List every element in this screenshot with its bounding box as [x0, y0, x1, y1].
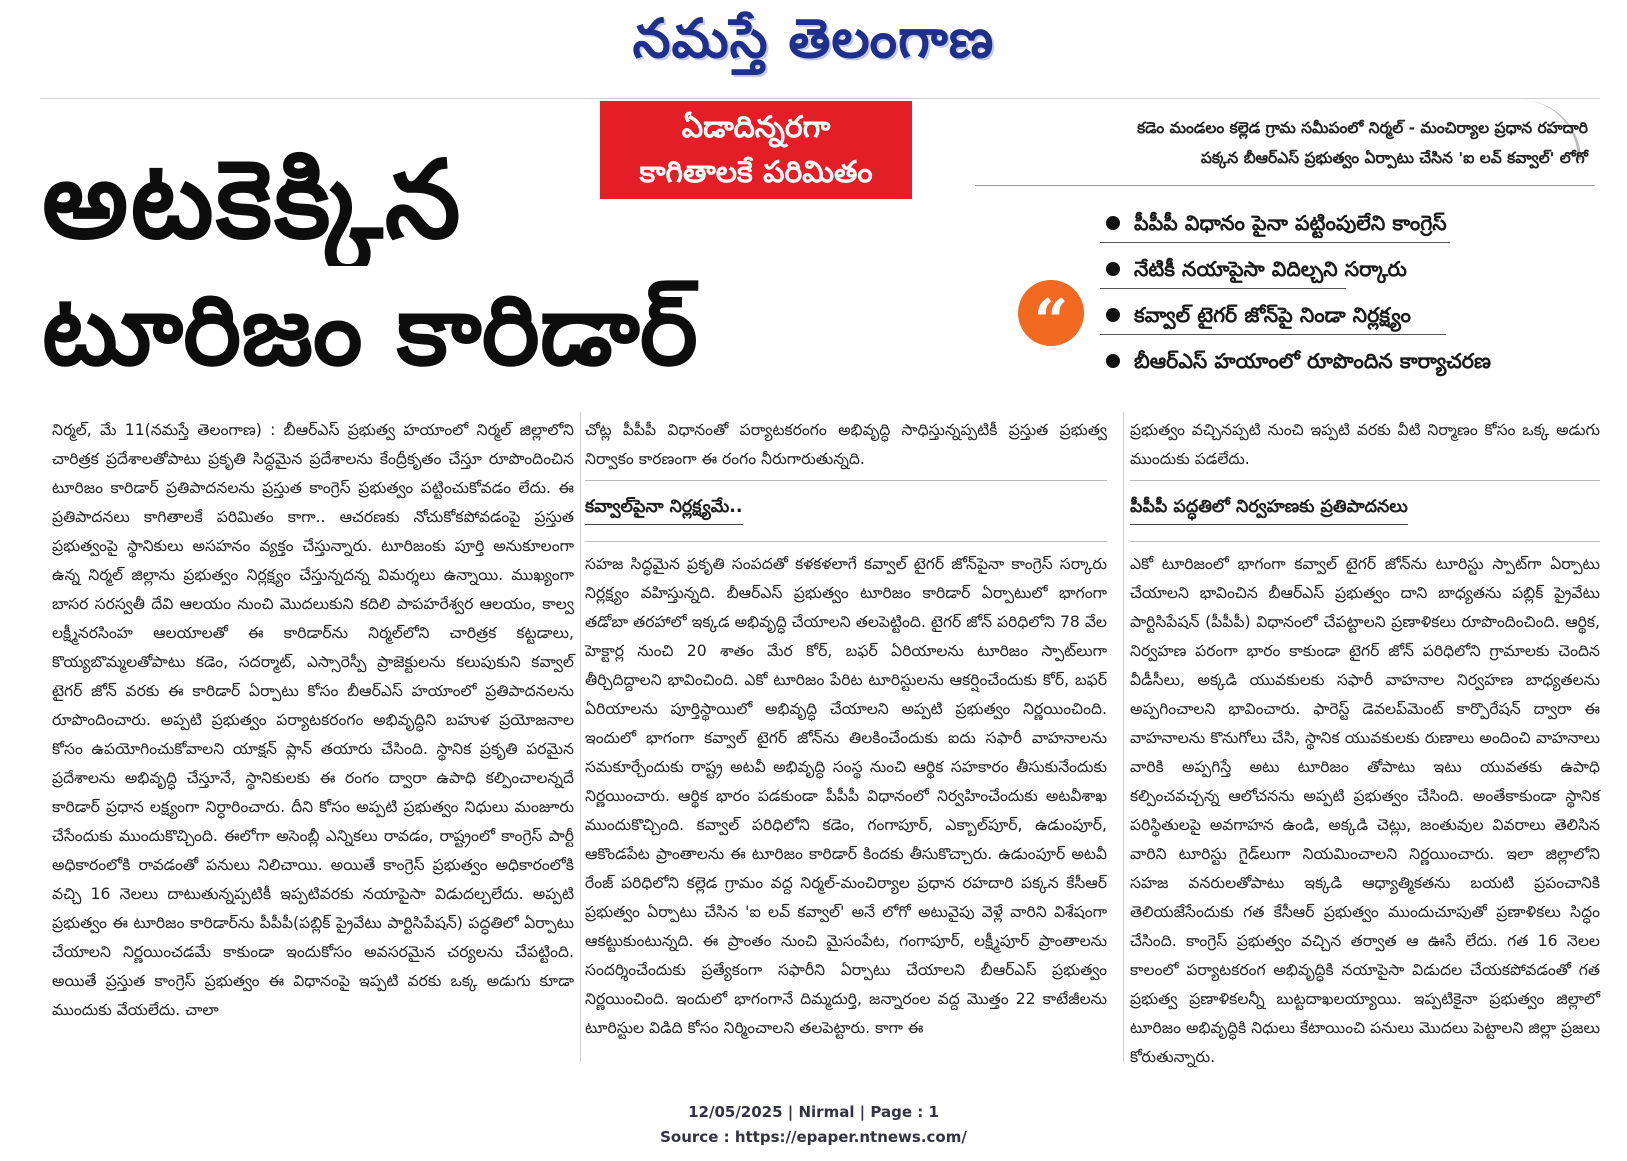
- top-divider: [40, 98, 1600, 99]
- article-column-1: [52, 416, 574, 1025]
- bullet-dot-icon: [1106, 216, 1120, 230]
- article-column-3: [1130, 416, 1600, 1072]
- bullet-dot-icon: [1106, 354, 1120, 368]
- quote-icon: “: [1018, 280, 1084, 346]
- caption-divider: [975, 185, 1595, 186]
- column-3-subheading: పీపీపీ పద్ధతిలో నిర్వహణకు ప్రతిపాదనలు: [1130, 493, 1408, 525]
- highlight-text: నేటికీ నయాపైసా విదిల్చని సర్కారు: [1134, 257, 1407, 281]
- bullet-dot-icon: [1106, 262, 1120, 276]
- subhead-divider: [1130, 480, 1600, 481]
- column-3-intro: ప్రభుత్వం వచ్చినప్పటి నుంచి ఇప్పటి వరకు వీటి నిర్మాణం కోసం ఒక్క అడుగు ముందుకు పడలేదు.: [1130, 421, 1600, 468]
- highlights-list: [1100, 200, 1605, 384]
- highlight-underline: [1100, 242, 1450, 244]
- photo-caption-line-1: కడెం మండలం కల్లెడ గ్రామ సమీపంలో నిర్మల్ - మంచిర్యాల ప్రధాన రహదారి: [1137, 119, 1588, 137]
- column-1-text: నిర్మల్, మే 11(నమస్తే తెలంగాణ) : బీఆర్ఎస్ ప్రభుత్వ హయాంలో నిర్మల్ జిల్లాలోని చారిత్రక ప్రదేశాలతోపాటు ప్రకృతి సిద్ధమైన ప్రదేశాలను కేంద్రీకృతం చేస్తూ రూపొందించిన టూరిజం కారిడార్ ప్రతిపాదనలను ప్రస్తుత కాంగ్రెస్ ప్రభుత్వం పట్టించుకోవడం లేదు. ఈ ప్రతిపాదనలు కాగితాలకే పరిమితం కాగా.. ఆచరణకు నోచుకోకపోవడంపై ప్రస్తుత ప్రభుత్వంపై స్థానికులు అసహనం వ్యక్తం చేస్తున్నారు. టూరిజంకు పూర్తి అనుకూలంగా ఉన్న నిర్మల్ జిల్లాను ప్రభుత్వం నిర్లక్ష్యం చేస్తున్నదన్న విమర్శలు ఉన్నాయి. ముఖ్యంగా బాసర సరస్వతీ దేవి ఆలయం నుంచి మొదలుకుని కదిలి పాపహరేశ్వర ఆలయం, కాల్వ లక్ష్మీనరసింహ ఆలయాలతో ఈ కారిడార్‌ను నిర్మల్‌లోని చారిత్రక కట్టడాలు, కొయ్యబొమ్మలతోపాటు కడెం, సదర్మాట్, ఎస్సారెస్పీ ప్రాజెక్టులను కలుపుకుని కవ్వాల్ టైగర్ జోన్ వరకు ఈ కారిడార్ ఏర్పాటు కోసం బీఆర్ఎస్ హయాంలో ప్రతిపాదనలను రూపొందించారు. అప్పటి ప్రభుత్వం పర్యాటకరంగం అభివృద్ధిని బహుళ ప్రయోజనాల కోసం ఉపయోగించుకోవాలని యాక్షన్ ప్లాన్ తయారు చేసింది. స్థానిక ప్రకృతి పరమైన ప్రదేశాలను అభివృద్ధి చేస్తూనే, స్థానికులకు ఈ రంగం ద్వారా ఉపాధి కల్పించాలన్నదే కారిడార్ ప్రధాన లక్ష్యంగా నిర్ధారించారు. దీని కోసం అప్పటి ప్రభుత్వం నిధులు మంజూరు చేసేందుకు ముందుకొచ్చింది. ఈలోగా అసెంబ్లీ ఎన్నికలు రావడం, రాష్ట్రంలో కాంగ్రెస్ పార్టీ అధికారంలోకి రావడంతో పనులు నిలిచాయి. అయితే కాంగ్రెస్ ప్రభుత్వం అధికారంలోకి వచ్చి 16 నెలలు దాటుతున్నప్పటికీ ఇప్పటివరకు నయాపైసా విడుదల్చలేదు. అప్పటి ప్రభుత్వం ఈ టూరిజం కారిడార్‌ను పీపీపీ(పబ్లిక్ ప్రైవేటు పార్టిసిపేషన్) పద్ధతిలో ఏర్పాటు చేయాలని నిర్ణయించడమే కాకుండా ఇందుకోసం అవసరమైన చర్యలను చేపట్టింది. అయితే ప్రస్తుత కాంగ్రెస్ ప్రభుత్వం ఈ విధానంపై ఇప్పటి వరకు ఒక్క అడుగు కూడా ముందుకు వేయలేదు. చాలా: [52, 421, 575, 1019]
- highlight-underline: [1100, 334, 1446, 336]
- highlight-text: బీఆర్ఎస్ హయాంలో రూపొందిన కార్యాచరణ: [1134, 349, 1491, 373]
- masthead-logo: నమస్తే తెలంగాణ: [632, 6, 995, 70]
- highlight-item: [1100, 292, 1605, 338]
- footer-date-edition: 12/05/2025 | Nirmal | Page : 1: [688, 1103, 939, 1121]
- column-2-intro: చోట్ల పీపీపీ విధానంతో పర్యాటకరంగం అభివృద్ధి సాధిస్తున్నప్పటికీ ప్రస్తుత ప్రభుత్వ నిర్వాకం కారణంగా ఈ రంగం నీరుగారుతున్నది.: [585, 421, 1107, 468]
- subhead-divider: [585, 541, 1107, 542]
- subhead-divider: [585, 480, 1107, 481]
- column-divider: [580, 412, 581, 1062]
- highlight-item: [1100, 246, 1605, 292]
- footer-source[interactable]: Source : https://epaper.ntnews.com/: [660, 1128, 967, 1146]
- column-2-subheading: కవ్వాల్‌పైనా నిర్లక్ష్యమే..: [585, 493, 743, 525]
- column-divider: [1123, 412, 1124, 1062]
- subhead-divider: [1130, 541, 1600, 542]
- column-3-body: ఎకో టూరిజంలో భాగంగా కవ్వాల్ టైగర్ జోన్‌ను టూరిస్టు స్పాట్‌గా ఏర్పాటు చేయాలని భావించిన బీఆర్ఎస్ ప్రభుత్వం దాని బాధ్యతను పబ్లిక్ ప్రైవేటు పార్టిసిపేషన్ (పీపీపీ) విధానంలో చేపట్టాలని ప్రణాళికలు రూపొందించింది. ఆర్థిక, నిర్వహణ పరంగా భారం కాకుండా టైగర్ జోన్ పరిధిలోని గ్రామాలకు చెందిన వీడీసీలు, అక్కడి యువకులకు సఫారీ వాహనాల నిర్వహణ బాధ్యతలను అప్పగించాలని భావించారు. ఫారెస్ట్ డెవలప్‌మెంట్ కార్పొరేషన్ ద్వారా ఈ వాహనాలను కొనుగోలు చేసి, స్థానిక యువకులకు రుణాలు అందించి వాహనాలు వారికి అప్పగిస్తే అటు టూరిజం తోపాటు ఇటు యువతకు ఉపాధి కల్పించవచ్చన్న ఆలోచనను అప్పటి ప్రభుత్వం చేసింది. అంతేకాకుండా స్థానిక పరిస్థితులపై అవగాహన ఉండి, అక్కడి చెట్లు, జంతువుల వివరాలు తెలిసిన వారిని టూరిస్టు గైడ్‌లుగా నియమించాలని నిర్ణయించారు. ఇలా జిల్లాలోని సహజ వనరులతోపాటు ఇక్కడి ఆధ్యాత్మికతను బయటి ప్రపంచానికి తెలియజేసేందుకు గత కేసీఆర్ ప్రభుత్వం ముందుచూపుతో ప్రణాళికలు సిద్ధం చేసింది. కాంగ్రెస్ ప్రభుత్వం వచ్చిన తర్వాత ఆ ఊసే లేదు. గత 16 నెలల కాలంలో పర్యాటకరంగ అభివృద్ధికి నయాపైసా విడుదల చేయకపోవడంతో గత ప్రభుత్వ ప్రణాళికలన్నీ బుట్టదాఖలయ్యాయి. ఇప్పటికైనా ప్రభుత్వం జిల్లాలో టూరిజం అభివృద్ధికి నిధులు కేటాయించి పనులు మొదలు పెట్టాలని జిల్లా ప్రజలు కోరుతున్నారు.: [1130, 555, 1600, 1066]
- highlight-text: పీపీపీ విధానం పైనా పట్టింపులేని కాంగ్రెస్: [1134, 211, 1447, 235]
- photo-caption-line-2: పక్కన బీఆర్ఎస్ ప్రభుత్వం ఏర్పాటు చేసిన 'ఐ లవ్ కవ్వాల్' లోగో: [1200, 149, 1588, 167]
- kicker-line-1: ఏడాదిన్నరగా: [681, 110, 831, 145]
- bullet-dot-icon: [1106, 308, 1120, 322]
- highlight-item: [1100, 200, 1605, 246]
- highlight-item: [1100, 338, 1605, 384]
- page-footer: [0, 1100, 1627, 1150]
- photo-caption: [988, 113, 1588, 173]
- column-2-body: సహజ సిద్ధమైన ప్రకృతి సంపదతో కళకళలాగే కవ్వాల్ టైగర్ జోన్‌పైనా కాంగ్రెస్ సర్కారు నిర్లక్ష్యం వహిస్తున్నది. బీఆర్ఎస్ ప్రభుత్వం టూరిజం కారిడార్ ఏర్పాటులో భాగంగా తడోబా తరహాలో ఇక్కడ అభివృద్ధి చేయాలని తలపెట్టింది. టైగర్ జోన్ పరిధిలోని 78 వేల హెక్టార్ల నుంచి 20 శాతం మేర కోర్, బఫర్ ఏరియాలను టూరిజం స్పాట్‌లుగా తీర్చిదిద్దాలని భావించింది. ఎకో టూరిజం పేరిట టూరిస్టులను ఆకర్షించేందుకు కోర్, బఫర్ ఏరియాలను పూర్తిస్థాయిలో అభివృద్ధి చేయాలని అప్పటి ప్రభుత్వం నిర్ణయించింది. ఇందులో భాగంగా కవ్వాల్ టైగర్ జోన్‌ను తిలకించేందుకు ఐదు సఫారీ వాహనాలను సమకూర్చేందుకు రాష్ట్ర అటవీ అభివృద్ధి సంస్థ నుంచి ఆర్థిక సహకారం తీసుకునేందుకు నిర్ణయించారు. ఆర్థిక భారం పడకుండా పీపీపీ విధానంలో నిర్వహించేందుకు అటవీశాఖ ముందుకొచ్చింది. కవ్వాల్ పరిధిలోని కడెం, గంగాపూర్, ఎక్బాల్‌పూర్, ఉడుంపూర్, ఆకొండపేట ప్రాంతాలను ఈ టూరిజం కారిడార్ కిందకు తీసుకొచ్చారు. ఉడుంపూర్ అటవీ రేంజ్ పరిధిలోని కల్లెడ గ్రామం వద్ద నిర్మల్-మంచిర్యాల ప్రధాన రహదారి పక్కన కేసీఆర్ ప్రభుత్వం ఏర్పాటు చేసిన 'ఐ లవ్ కవ్వాల్' అనే లోగో అటువైపు వెళ్లే వారిని విశేషంగా ఆకట్టుకుంటున్నది. ఈ ప్రాంతం నుంచి మైసంపేట, గంగాపూర్, లక్ష్మీపూర్ ప్రాంతాలను సందర్శించేందుకు ప్రత్యేకంగా సఫారీని ఏర్పాటు చేయాలని బీఆర్ఎస్ ప్రభుత్వం నిర్ణయించింది. ఇందులో భాగంగానే దిమ్మదుర్తి, జన్నారంల వద్ద మొత్తం 22 కాటేజీలను టూరిస్టుల విడిది కోసం నిర్మించాలని తలపెట్టారు. కాగా ఈ: [585, 555, 1107, 1037]
- highlight-underline: [1100, 288, 1346, 290]
- headline-line-1: అటకెక్కిన: [42, 138, 463, 263]
- highlight-text: కవ్వాల్ టైగర్ జోన్‌పై నిండా నిర్లక్ష్యం: [1134, 303, 1411, 327]
- headline-line-2: టూరిజం కారిడార్: [42, 274, 698, 388]
- kicker-line-2: కాగితాలకే పరిమితం: [639, 155, 873, 190]
- article-column-2: [585, 416, 1107, 1043]
